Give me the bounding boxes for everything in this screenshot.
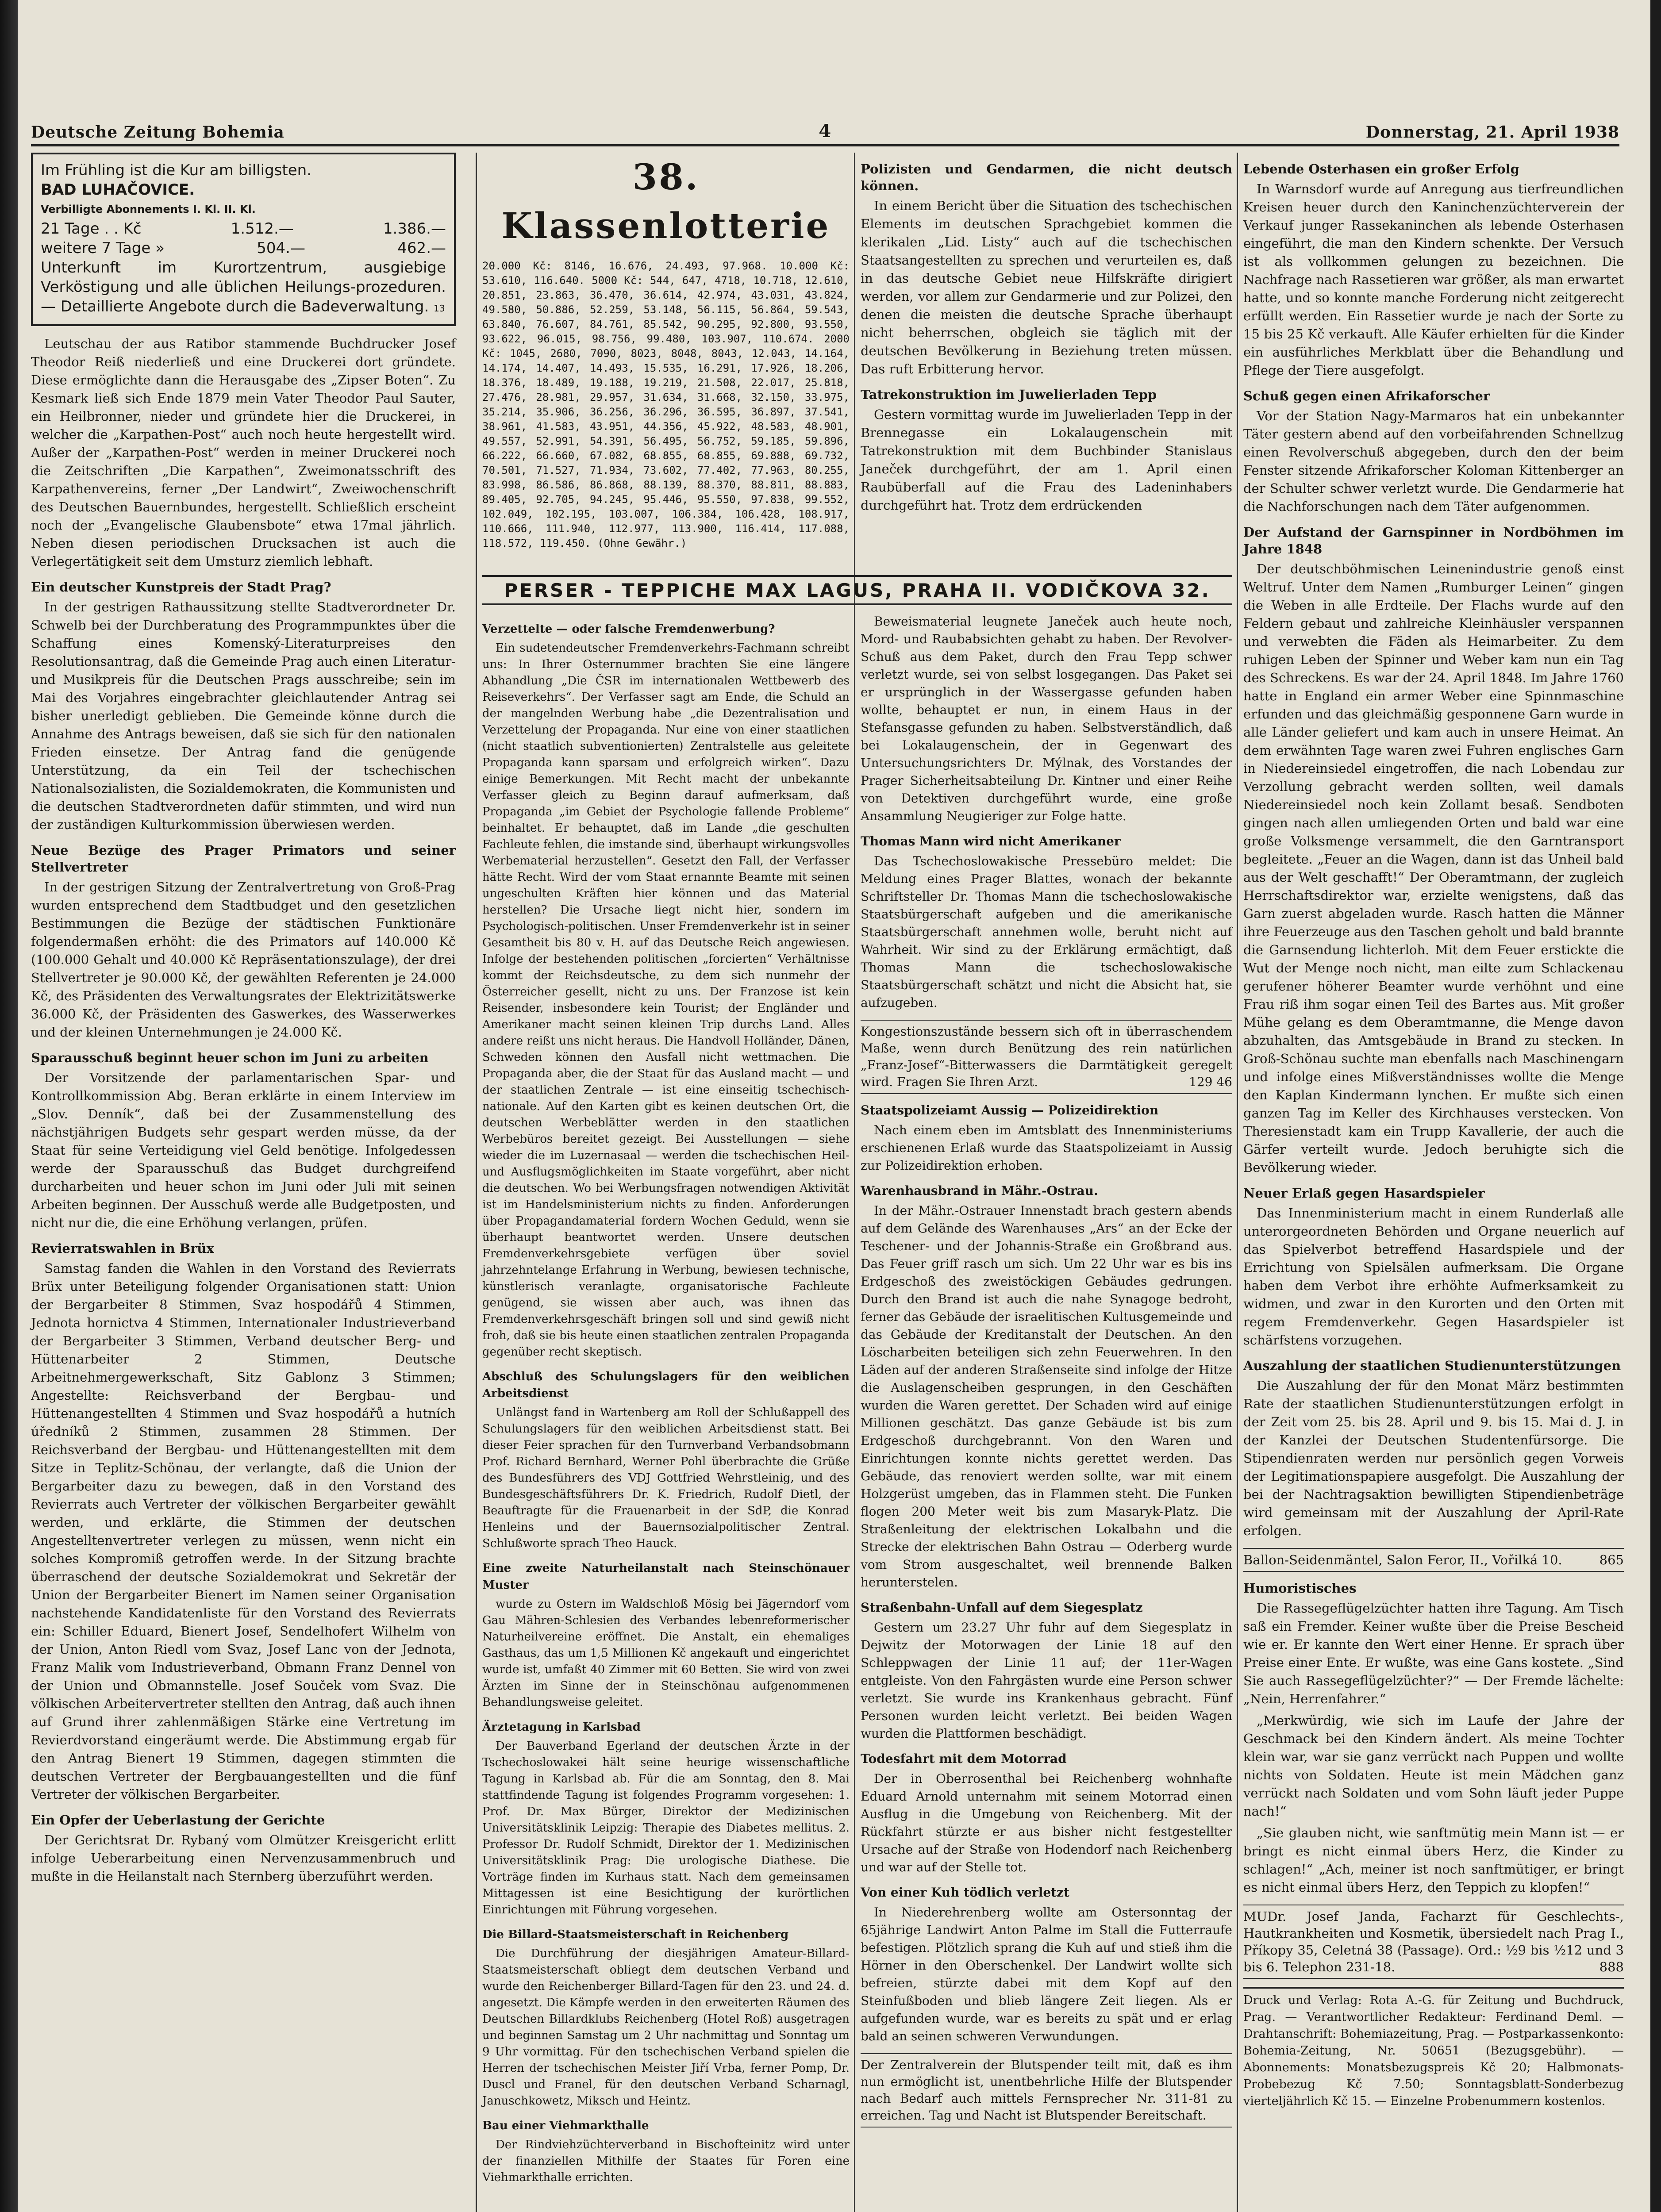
article-paragraph: Die Rassegeflügelzüchter hatten ihre Tagung. Am Tisch saß ein Fremder. Keiner wußte über die Preise Bescheid wie er. Er kannte den Wert einer Henne. Er sprach über Preise einer Ente. Er wußte, was eine Gans kostete. „Sind Sie auch Rassegeflügelzüchter?“ — Der Fremde lächelte: „Nein, Herrenfahrer.“ bbox=[1243, 1601, 1624, 1706]
article-paragraph: „Merkwürdig, wie sich im Laufe der Jahre der Geschmack bei den Kindern ändert. Als meine Tochter klein war, war sie ganz verrückt nach Puppen und wollte nichts von Soldaten. Heute ist mein Mädchen ganz verrückt nach Soldaten und vom Sohn läuft jeder Puppe nach!“ bbox=[1243, 1713, 1624, 1819]
article-paragraph: In Warnsdorf wurde auf Anregung aus tierfreundlichen Kreisen heuer durch den Kaninchenzüchterverein der Verkauf junger Rassekaninchen als lebende Osterhasen eingeführt, die man den Kindern schenkte. Der Versuch ist als vollkommen gelungen zu bezeichnen. Die Nachfrage nach Rassetieren war größer, als man erwartet hatte, und so konnte manche Forderung nicht zeitgerecht erfüllt werden. Ein Rassetier wurde je nach der Sorte zu 15 bis 25 Kč verkauft. Alle Käufer erhielten für die Kinder ein ausführliches Merkblatt über die Behandlung und Pflege der Tiere ausgefolgt. bbox=[1243, 181, 1624, 378]
issue-date: Donnerstag, 21. April 1938 bbox=[1365, 123, 1619, 142]
article-paragraph: Beweismaterial leugnete Janeček auch heute noch, Mord- und Raubabsichten gehabt zu haben. Der Revolver-Schuß aus dem Paket, durch den Frau Tepp schwer verletzt wurde, sei von selbst losgegangen. Das Paket sei er ursprünglich in der Wassergasse gefunden haben wollte, behauptet er nun, in einem Haus in der Stefansgasse gefunden zu haben. Selbstverständlich, daß bei Lokalaugenschein, der in Gegenwart des Untersuchungsrichters Dr. Mýlnak, des Vorstandes der Prager Sicherheitsabteilung Dr. Kintner und einer Reihe von Detektiven durchgeführt wurde, eine große Ansammlung Neugieriger zur Folge hatte. bbox=[861, 614, 1232, 823]
newspaper-page bbox=[18, 0, 1650, 2212]
ad-line2: BAD LUHAČOVICE. bbox=[41, 181, 195, 199]
article-paragraph: „Sie glauben nicht, wie sanftmütig mein Mann ist — er bringt es nicht einmal übers Herz, die Kinder zu schlagen!“ „Ach, meiner ist noch sanftmütiger, er bringt es nicht einmal übers Herz, den Teppich zu klopfen!“ bbox=[1243, 1825, 1624, 1895]
ad-line1: Im Frühling ist die Kur am billigsten. bbox=[41, 161, 311, 179]
ad-reference-number: 888 bbox=[1599, 1959, 1624, 1974]
small-advertisement: Ballon-Seidenmäntel, Salon Feror, II., Vořilká 10. 865 bbox=[1243, 1548, 1624, 1572]
page-number: 4 bbox=[819, 121, 832, 142]
masthead bbox=[31, 111, 1619, 142]
lottery-numbers: 20.000 Kč: 8146, 16.676, 24.493, 97.968. 10.000 Kč: 53.610, 116.640. 5000 Kč: 544, 647, 4718, 10.718, 12.610, 20.851, 23.863, 36.470, 36.614, 42.974, 43.031, 43.824, 49.580, 50.886, 52.259, 53.148, 56.115, 56.864, 59.543, 63.840, 76.607, 84.761, 85.542, 90.295, 92.800, 93.550, 93.622, 96.015, 98.756, 99.480, 103.907, 110.674. 2000 Kč: 1045, 2680, 7090, 8023, 8048, 8043, 12.043, 14.164, 14.174, 14.407, 14.493, 15.535, 16.291, 17.926, 18.206, 18.376, 18.489, 19.188, 19.219, 21.508, 22.017, 25.818, 27.476, 28.981, 29.957, 31.634, 31.668, 32.150, 33.975, 35.214, 35.906, 36.256, 36.296, 36.595, 36.897, 37.541, 38.961, 41.583, 43.951, 44.356, 45.922, 48.583, 48.901, 49.557, 52.991, 54.391, 56.495, 56.752, 59.185, 59.896, 66.222, 66.660, 67.082, 68.855, 68.855, 69.888, 69.732, 70.501, 71.527, 71.934, 73.602, 77.402, 77.963, 80.255, 83.998, 86.586, 86.868, 88.139, 88.370, 88.811, 88.883, 89.405, 92.705, 94.245, 95.446, 95.550, 97.838, 99.552, 102.049, 102.195, 103.007, 106.384, 106.428, 108.917, 110.666, 111.940, 112.977, 113.900, 116.414, 117.088, 118.572, 119.450. (Ohne Gewähr.) bbox=[482, 260, 850, 549]
article-headline: Straßenbahn-Unfall auf dem Siegesplatz bbox=[861, 1600, 1143, 1615]
ad-reference-number: 129 46 bbox=[1189, 1075, 1232, 1089]
article-paragraph: Leutschau der aus Ratibor stammende Buchdrucker Josef Theodor Reiß niederließ und eine Druckerei dort gründete. Diese ermöglichte dann die Herausgabe des „Zipser Boten“. Zu Kesmark ließ sich Ende 1879 mein Vater Theodor Paul Sauter, ein Heilbronner, nieder und gründete hier die Druckerei, in welcher die „Karpathen-Post“ auch noch heute hergestellt wird. Außer der „Karpathen-Post“ werden in meiner Druckerei noch die Zeitschriften „Die Karpathen“, Zweimonatsschrift des Karpathenvereins, ferner „Der Landwirt“, Zweiwochenschrift des Deutschen Bauernbundes, hergestellt. Schließlich erscheint noch der „Evangelische Glaubensbote“ etwa 17mal jährlich. Neben diesen periodischen Drucksachen ist auch die Verlegertätigkeit seit dem Umsturz ziemlich lebhaft. bbox=[31, 336, 456, 569]
article-paragraph: Der deutschböhmischen Leinenindustrie genoß einst Weltruf. Unter dem Namen „Rumburger Leinen“ gingen die Weben in alle Erdteile. Der Flachs wurde auf den Feldern gebaut und zahlreiche Kleinhäusler verspannen und verwebten die Fäden als Heimarbeiter. Zu dem ruhigen Leben der Spinner und Weber kam nun ein Tag des Schreckens. Es war der 24. April 1848. Im Jahre 1760 hatte in England ein armer Weber eine Spinnmaschine erfunden und das gleichmäßig gesponnene Garn wurde in alle Länder geliefert und kam auch in unsere Heimat. An dem erwähnten Tage waren zwei Fuhren englisches Garn in Niedereinsiedel eingetroffen, die nach Lobendau zur Verzollung gebracht werden sollten, weil damals Niedereinsiedel noch kein Zollamt besaß. Sendboten gingen nach allen umliegenden Orten und bald war eine große Volksmenge versammelt, die den Garntransport begleitete. „Feuer an die Wagen, dann ist das Unheil bald aus der Welt geschafft!“ Der Oberamtmann, der zugleich Herrschaftsdirektor war, erzielte wenigstens, daß das Garn zuerst abgeladen wurde. Rasch hatten die Männer ihre Feuerzeuge aus den Taschen geholt und bald brannte die Garnsendung lichterloh. Mit dem Feuer erstickte die Wut der Menge noch nicht, man eilte zum Schlackenau gerufener höherer Beamter wurde verhöhnt und eine Frau riß ihm sogar einen Teil des Bartes aus. Mit großer Mühe gelang es dem Oberamtmanne, die Menge davon abzuhalten, das Amtsgebäude in Brand zu stecken. In Groß-Schönau suchte man ebenfalls nach Maschinengarn und infolge eines Mißverständnisses wollte die Menge den Kaplan Kindermann lynchen. Er mußte sich einen ganzen Tag im Keller des Kirchhauses verstecken. Von Theresienstadt kam ein Trupp Kavallerie, der auch die Gärfer verteilt wurde. Jedoch beruhigte sich die Bevölkerung wieder. bbox=[1243, 561, 1624, 1175]
lottery-section bbox=[482, 153, 850, 551]
ad-reference-number: 865 bbox=[1599, 1552, 1624, 1567]
article-headline: Staatspolizeiamt Aussig — Polizeidirektion bbox=[861, 1103, 1159, 1118]
article-paragraph: Vor der Station Nagy-Marmaros hat ein unbekannter Täter gestern abend auf den vorbeifahrenden Schnellzug einen Revolverschuß abgegeben, durch den der beim Fenster sitzende Afrikaforscher Koloman Kittenberger an der Schulter schwer verletzt wurde. Die Gendarmerie hat die Nachforschungen nach dem Täter aufgenommen. bbox=[1243, 408, 1624, 514]
article-headline: Abschluß des Schulungslagers für den weiblichen Arbeitsdienst bbox=[482, 1370, 850, 1400]
column-rule bbox=[476, 153, 477, 2212]
column-4 bbox=[1243, 153, 1624, 2110]
article-headline: Ein deutscher Kunstpreis der Stadt Prag? bbox=[31, 580, 331, 595]
article-headline: Thomas Mann wird nicht Amerikaner bbox=[861, 834, 1121, 849]
article-paragraph: Der Gerichtsrat Dr. Rybaný vom Olmützer Kreisgericht erlitt infolge Ueberarbeitung einen Nervenzusammenbruch und mußte in die Heilanstalt nach Sternberg überzuführt werden. bbox=[31, 1832, 456, 1884]
article-headline: Ein Opfer der Ueberlastung der Gerichte bbox=[31, 1813, 325, 1828]
article-paragraph: Ein sudetendeutscher Fremdenverkehrs-Fachmann schreibt uns: In Ihrer Osternummer brachten Sie eine längere Abhandlung „Die ČSR im internationalen Wettbewerb des Reiseverkehrs“. Der Verfasser sagt am Ende, die Schuld an der mangelnden Werbung habe „die Dezentralisation und Verzettelung der Propaganda. Nur eine von einer staatlichen (nicht staatlich subventionierten) Zentralstelle aus geleitete Propaganda kann sparsam und erfolgreich wirken“. Dazu einige Bemerkungen. Mit Recht macht der unbekannte Verfasser gleich zu Beginn darauf aufmerksam, daß Propaganda „im Gebiet der Psychologie fallende Probleme“ beinhaltet. Er behauptet, daß im Lande „die geschulten Fachleute fehlen, die imstande sind, überhaupt wirkungsvolles Werbematerial herzustellen“. Gesetzt den Fall, der Verfasser hätte Recht. Wird der vom Staat ernannte Beamte mit seinen ungeschulten Kräften hier können und das Material herstellen? Die Ursache liegt nicht hier, sondern im Psychologisch-politischen. Unser Fremdenverkehr ist in seiner Gesamtheit bis 80 v. H. auf das Deutsche Reich angewiesen. Infolge der bestehenden politischen „forcierten“ Verhältnisse kommt der Reichsdeutsche, zu dem sich nunmehr der Österreicher gesellt, nicht zu uns. Der Franzose ist kein Reisender, insbesondere kein Tourist; der Engländer und Amerikaner macht seinen kleinen Trip durchs Land. Alles andere reißt uns nicht heraus. Die Handvoll Holländer, Dänen, Schweden können den Ausfall nicht wettmachen. Die Propaganda aber, die der Staat für das Ausland macht — und der staatlichen Zentrale — ist eine einseitig tschechisch-nationale. Auf den Karten gibt es keinen deutschen Ort, die deutschen Werbeblätter werden in den staatlichen Werbebüros bereitet gezeigt. Bei Ausstellungen — siehe wieder die im Luzernasaal — werden die tschechischen Heil- und Ausflugsmöglichkeiten im Staate vorgeführt, aber nicht die deutschen. Wo bei Werbungsfragen notwendigen Aktivität ist im Handelsministerium nichts zu finden. Anforderungen über Propagandamaterial fordern Wochen Geduld, wenn sie überhaupt beantwortet werden. Unsere deutschen Fremdenverkehrsgebiete verfügen über soviel jahrzehntelange Erfahrung in Werbung, bewiesen technische, künstlerisch veranlagte, organisatorische Fachleute genügend, sie wissen aber auch, was ihnen das Fremdenverkehrsgeschäft bringen soll und sind gewiß nicht froh, daß sie bis heute einen staatlichen zentralen Propaganda gegenüber recht skeptisch. bbox=[482, 641, 850, 1359]
article-paragraph: Der Rindviehzüchterverband in Bischofteinitz wird unter der finanziellen Mithilfe der Staates für Foren eine Viehmarkthalle errichten. bbox=[482, 2138, 850, 2184]
article-paragraph: Gestern um 23.27 Uhr fuhr auf dem Siegesplatz in Dejwitz der Motorwagen der Linie 18 auf den Schleppwagen der Linie 11 auf; der 11er-Wagen entgleiste. Von den Fahrgästen wurde eine Person schwer verletzt. Sie wurde ins Krankenhaus gebracht. Fünf Personen wurden leicht verletzt. Bei beiden Wagen wurden die Plattformen beschädigt. bbox=[861, 1620, 1232, 1741]
binding-gutter bbox=[0, 0, 18, 2212]
article-headline: Der Aufstand der Garnspinner in Nordböhmen im Jahre 1848 bbox=[1243, 525, 1624, 557]
article-headline: Ärztetagung in Karlsbad bbox=[482, 1720, 641, 1734]
article-headline: Bau einer Viehmarkthalle bbox=[482, 2119, 649, 2132]
article-paragraph: Samstag fanden die Wahlen in den Vorstand des Revierrats Brüx unter Beteiligung folgender Organisationen statt: Union der Bergarbeiter 8 Stimmen, Svaz hospodářů 4 Stimmen, Jednota hornictva 4 Stimmen, Internationaler Industrieverband der Bergarbeiter 3 Stimmen, Verband deutscher Berg- und Hüttenarbeiter 2 Stimmen, Deutsche Arbeitnehmergewerkschaft, Sitz Gablonz 3 Stimmen; Angestellte: Reichsverband der Bergbau- und Hüttenangestellten 4 Stimmen und Svaz hospodářů a hutních úředníků 2 Stimmen, zusammen 28 Stimmen. Der Reichsverband der Bergbau- und Hüttenangestellten mit dem Sitze in Teplitz-Schönau, der verlangte, daß die Union der Bergarbeiter dazu zu bewegen, daß in den Vorstand des Revierrats auch Vertreter der völkischen Bergarbeiter gewählt werden, und erklärte, die Stimmen der deutschen Angestelltenvertreter verlegen zu müssen, wenn nicht ein solches Kompromiß getroffen werde. In der Sitzung brachte überraschend der deutsche Sozialdemokrat und Sekretär der Union der Bergarbeiter Bienert im Namen seiner Organisation nachstehende Kandidatenliste für den Vorstand des Revierrats ein: Schiller Eduard, Bienert Josef, Sendelhofert Wilhelm von der Union, Anton Riedl vom Svaz, Josef Lanc von der Jednota, Franz Malik vom Industrieverband, Obmann Franz Dennel von der Union und Obmannstelle. Josef Souček vom Svaz. Die völkischen Arbeitervertreter stellten den Antrag, daß auch ihnen auf Grund ihrer zahlenmäßigen Stärke eine Vertretung im Revierdvorstand eingeräumt werde. Die Abstimmung ergab für den Antrag Bienert 19 Stimmen, dagegen stimmten die deutschen Vertreter der Bergbauangestellten und die fünf Vertreter der völkischen Bergarbeiter. bbox=[31, 1261, 456, 1802]
article-paragraph: Der Vorsitzende der parlamentarischen Spar- und Kontrollkommission Abg. Beran erklärte in einem Interview im „Slov. Denník“, daß bei der Zusammenstellung des nächstjährigen Budgets sehr gespart werden müsse, da der Staat für seine Verteidigung viel Geld benötige. Infolgedessen werde der Sparausschuß das Budget durchgreifend durcharbeiten und heuer schon im Juni oder Juli mit seinen Arbeiten beginnen. Der Ausschuß werde alle Budgetposten, und nicht nur die, die eine Erhöhung verlangen, prüfen. bbox=[31, 1070, 456, 1230]
ad-row-2: weitere 7 Tage » 504.— 462.— bbox=[41, 239, 446, 257]
article-paragraph: Nach einem eben im Amtsblatt des Innenministeriums erschienenen Erlaß wurde das Staatspolizeiamt in Aussig zur Polizeidirektion erhoben. bbox=[861, 1123, 1232, 1173]
lottery-title: 38. Klassenlotterie bbox=[501, 156, 830, 246]
article-paragraph: Gestern vormittag wurde im Juwelierladen Tepp in der Brennegasse ein Lokalaugenschein mit Tatrekonstruktion mit dem Buchbinder Stanislaus Janeček durchgeführt, der am 1. April einen Raubüberfall auf die Frau des Ladeninhabers durchgeführt hat. Trotz dem erdrückenden bbox=[861, 407, 1232, 513]
article-headline: Humoristisches bbox=[1243, 1581, 1357, 1596]
article-headline: Polizisten und Gendarmen, die nicht deutsch können. bbox=[861, 161, 1232, 193]
article-headline: Neuer Erlaß gegen Hasardspieler bbox=[1243, 1186, 1485, 1201]
article-headline: Eine zweite Naturheilanstalt nach Steinschönauer Muster bbox=[482, 1562, 850, 1592]
article-paragraph: Unlängst fand in Wartenberg am Roll der Schlußappell des Schulungslagers für den weiblichen Arbeitsdienst statt. Bei dieser Feier sprachen für den Turnverband Verbandsobmann Prof. Richard Bernhard, Werner Pohl überbrachte die Grüße des Bundesführers des VDJ Gottfried Wehrstleinig, und des Bundesgeschäftsführers Dr. K. Friedrich, Rudolf Dietl, der Beauftragte für die Frauenarbeit in der SdP, die Konrad Henleins und der Bauernsozialpolitischer Zentral. Schlußworte sprach Theo Hauck. bbox=[482, 1406, 850, 1550]
article-paragraph: In einem Bericht über die Situation des tschechischen Elements im deutschen Sprachgebiet kommen die klerikalen „Lid. Listy“ auch auf die tschechischen Staatsangestellten zu sprechen und verurteilen es, daß in das deutsche Gebiet neue Hilfskräfte dirigiert werden, vor allem zur Gendarmerie und zur Polizei, den denen die meisten die deutsche Sprache überhaupt nicht beherrschen, obgleich sie täglich mit der deutschen Bevölkerung in Beziehung treten müssen. Das ruft Erbitterung hervor. bbox=[861, 198, 1232, 376]
article-paragraph: Das Innenministerium macht in einem Runderlaß alle unterorgeordneten Behörden und Organe neuerlich auf das Spielverbot betreffend Hasardspiele und der Errichtung von Spielsälen aufmerksam. Die Organe haben dem Verbot ihre erhöhte Aufmerksamkeit zu widmen, und zwar in den Kurorten und den Orten mit regem Fremdenverkehr. Gegen Hasardspieler ist schärfstens vorzugehen. bbox=[1243, 1206, 1624, 1348]
paper-name: Deutsche Zeitung Bohemia bbox=[31, 123, 285, 142]
publisher-info: Druck und Verlag: Rota A.-G. für Zeitung und Buchdruck, Prag. — Verantwortlicher Redakteur: Ferdinand Deml. — Drahtanschrift: Bohemiazeitung, Prag. — Postparkassenkonto: Bohemia-Zeitung, Nr. 50651 (Bezugsgebühr). — Abonnements: Monatsbezugspreis Kč 20; Halbmonats-Probebezug Kč 7.50; Sonntagsblatt-Sonderbezug vierteljährlich Kč 15. — Einzelne Probenummern kostenlos. bbox=[1243, 1987, 1624, 2110]
article-paragraph: Die Auszahlung der für den Monat März bestimmten Rate der staatlichen Studienunterstützungen erfolgt in der Zeit vom 25. bis 28. April und 9. bis 15. Mai d. J. in der Kanzlei der Deutschen Studentenfürsorge. Die Stipendienraten werden nur persönlich gegen Vorweis der Legitimationspapiere ausgefolgt. Die Auszahlung der bei der Nachtragsaktion bewilligten Stipendienbeträge wird gemeinsam mit der Auszahlung der April-Rate erfolgen. bbox=[1243, 1378, 1624, 1538]
article-headline: Die Billard-Staatsmeisterschaft in Reichenberg bbox=[482, 1928, 789, 1941]
article-paragraph: In der gestrigen Sitzung der Zentralvertretung von Groß-Prag wurden entsprechend dem Stadtbudget und den gesetzlichen Bestimmungen die Bezüge der städtischen Funktionäre folgendermaßen erhöht: die des Primators auf 140.000 Kč (100.000 Gehalt und 40.000 Kč Repräsentationszulage), der drei Stellvertreter je 90.000 Kč, der gewählten Referenten je 24.000 Kč, des Präsidenten des Verwaltungsrates der Elektrizitätswerke 36.000 Kč, der Präsidenten des Gaswerkes, des Wasserwerkes und der kleinen Unternehmungen je 24.000 Kč. bbox=[31, 879, 456, 1040]
small-advertisement: Kongestionszustände bessern sich oft in überraschendem Maße, wenn durch Benützung des rein natürlichen „Franz-Josef“-Bitterwassers die Darmtätigkeit geregelt wird. Fragen Sie Ihren Arzt. 129 46 bbox=[861, 1020, 1232, 1094]
article-paragraph: In Niederehrenberg wollte am Ostersonntag der 65jährige Landwirt Anton Palme im Stall die Futterraufe befestigen. Plötzlich sprang die Kuh auf und stieß ihm die Hörner in den Oberschenkel. Der Landwirt wollte sich befreien, stürzte dabei mit dem Kopf auf den Steinfußboden und blieb längere Zeit liegen. Als er aufgefunden wurde, war es bereits zu spät und er erlag bald an seinen schweren Verwundungen. bbox=[861, 1905, 1232, 2043]
article-paragraph: Die Durchführung der diesjährigen Amateur-Billard-Staatsmeisterschaft obliegt dem deutschen Verband und wurde den Reichenberger Billard-Tagen für den 23. und 24. d. angesetzt. Die Kämpfe werden in den erweiterten Räumen des Deutschen Billardklubs Reichenberg (Hotel Roß) ausgetragen und beginnen Samstag um 2 Uhr nachmittag und Sonntag um 9 Uhr vormittag. Für den tschechischen Verband spielen die Herren der tschechischen Meister Jiří Vrba, ferner Pomp, Dr. Duscl und Franel, für den deutschen Verband Scharnagl, Januschkowetz, Miksch und Heintz. bbox=[482, 1947, 850, 2108]
column-rule bbox=[854, 153, 855, 2212]
column-3-lower bbox=[861, 613, 1232, 2130]
article-headline: Lebende Osterhasen ein großer Erfolg bbox=[1243, 161, 1519, 177]
masthead-rule bbox=[31, 144, 1619, 146]
article-paragraph: In der gestrigen Rathaussitzung stellte Stadtverordneter Dr. Schwelb bei der Durchberatung des Programmpunktes über die Schaffung eines Komenský-Literaturpreises den Resolutionsantrag, daß die Gemeinde Prag auch einen Literatur- und Musikpreis für die Deutschen Prags ausschreibe; sein im Mai des Vorjahres eingebrachter gleichlautender Antrag sei bisher unerledigt geblieben. Die Gemeinde könne durch die Annahme des Antrags beweisen, daß sie sich für den nationalen Frieden einsetze. Der Antrag fand die genügende Unterstützung, da ein Teil der tschechischen Nationalsozialisten, die Sozialdemokraten, die Kommunisten und die deutschen Stadtverordneten dafür stimmten, und wird nun der zuständigen Kulturkommission überwiesen werden. bbox=[31, 599, 456, 832]
column-2-lower bbox=[482, 613, 850, 2189]
ad-row-1: 21 Tage . . Kč 1.512.— 1.386.— bbox=[41, 220, 446, 238]
article-paragraph: In der Mähr.-Ostrauer Innenstadt brach gestern abends auf dem Gelände des Warenhauses „Ars“ an der Ecke der Teschener- und der Johannis-Straße ein Großbrand aus. Das Feuer griff rasch um sich. Um 22 Uhr war es bis ins Erdgeschoß des zweistöckigen Gebäudes gedrungen. Durch den Brand ist auch die nahe Synagoge bedroht, ferner das Gebäude der israelitischen Kultusgemeinde und das Gebäude der Kreditanstalt der Deutschen. An den Löscharbeiten beteiligen sich zehn Feuerwehren. In den Läden auf der anderen Straßenseite sind infolge der Hitze die Auslagenscheiben gesprungen, in den Geschäften wurden die Waren gerettet. Der Schaden wird auf einige Millionen geschätzt. Das ganze Gebäude ist bis zum Erdgeschoß durchgebrannt. Von den Waren und Einrichtungen konnte nichts gerettet werden. Das Gebäude, das renoviert werden sollte, war mit einem Holzgerüst umgeben, das in Flammen steht. Die Funken flogen 200 Meter weit bis zum Masaryk-Platz. Die Straßenleitung der elektrischen Lokalbahn und die Strecke der elektrischen Bahn Ostrau — Oderberg wurde vom Strom ausgeschaltet, weil brennende Balken herunterstelen. bbox=[861, 1203, 1232, 1590]
article-paragraph: Das Tschechoslowakische Pressebüro meldet: Die Meldung eines Prager Blattes, wonach der bekannte Schriftsteller Dr. Thomas Mann die tschechoslowakische Staatsbürgerschaft aufgeben und die amerikanische Staatsbürgerschaft annehmen wolle, beruht nicht auf Wahrheit. Wir sind zu der Erklärung ermächtigt, daß Thomas Mann die tschechoslowakische Staatsbürgerschaft schätzt und nicht die Absicht hat, sie aufzugeben. bbox=[861, 854, 1232, 1010]
article-paragraph: Der Bauverband Egerland der deutschen Ärzte in der Tschechoslowakei hält seine heurige wissenschaftliche Tagung in Karlsbad ab. Für die am Sonntag, den 8. Mai stattfindende Tagung ist folgendes Programm vorgesehen: 1. Prof. Dr. Max Bürger, Direktor der Medizinischen Universitätsklinik Leipzig: Therapie des Diabetes mellitus. 2. Professor Dr. Rudolf Schmidt, Direktor der 1. Medizinischen Universitätsklinik Prag: Die urologische Diathese. Die Vorträge finden im Kurhaus statt. Nach dem gemeinsamen Mittagessen ist eine Besichtigung der kurörtlichen Einrichtungen mit Führung vorgesehen. bbox=[482, 1740, 850, 1916]
article-headline: Neue Bezüge des Prager Primators und seiner Stellvertreter bbox=[31, 843, 456, 875]
column-rule bbox=[1237, 153, 1238, 2212]
small-advertisement: MUDr. Josef Janda, Facharzt für Geschlechts-, Hautkrankheiten und Kosmetik, übersiedelt nach Prag I., Příkopy 35, Celetná 38 (Passage). Ord.: ½9 bis ½12 und 3 bis 6. Telephon 231-18. 888 bbox=[1243, 1905, 1624, 1979]
article-headline: Schuß gegen einen Afrikaforscher bbox=[1243, 388, 1490, 403]
article-headline: Revierratswahlen in Brüx bbox=[31, 1241, 214, 1256]
small-advertisement: Der Zentralverein der Blutspender teilt mit, daß es ihm nun ermöglicht ist, unentbehrliche Hilfe der Blutspender nach Bedarf auch mittels Fernsprecher Nr. 311-81 zu erreichen. Tag und Nacht ist Blutspender Bereitschaft. bbox=[861, 2053, 1232, 2128]
article-headline: Von einer Kuh tödlich verletzt bbox=[861, 1885, 1069, 1900]
rug-advertisement-banner: PERSER - TEPPICHE MAX LAGUS, PRAHA II. VODIČKOVA 32. bbox=[482, 575, 1232, 605]
column-1-articles bbox=[31, 335, 456, 1886]
column-3-top bbox=[861, 153, 1232, 518]
spa-advertisement bbox=[31, 153, 456, 326]
article-paragraph: Der in Oberrosenthal bei Reichenberg wohnhafte Eduard Arnold unternahm mit seinem Motorrad einen Ausflug in die Umgebung von Reichenberg. Mit der Rückfahrt stürzte er aus bisher nicht festgestellter Ursache auf der Straße von Hodendorf nach Reichenberg und war auf der Stelle tot. bbox=[861, 1771, 1232, 1874]
article-paragraph: wurde zu Ostern im Waldschloß Mösig bei Jägerndorf vom Gau Mähren-Schlesien des Verbandes lebenreformerischer Naturheilvereine eröffnet. Die Anstalt, ein ehemaliges Gasthaus, das um 1,5 Millionen Kč angekauft und eingerichtet wurde ist, umfaßt 40 Zimmer mit 60 Betten. Sie wird von zwei Ärzten im Sinne der in Steinschönau aufgenommenen Behandlungsweise geleitet. bbox=[482, 1598, 850, 1709]
column-1 bbox=[31, 153, 456, 1889]
ad-body: Unterkunft im Kurortzentrum, ausgiebige Verköstigung und alle üblichen Heilungs-prozeduren. — Detaillierte Angebote durch die Badeverwaltung. 13 bbox=[41, 259, 446, 315]
article-headline: Tatrekonstruktion im Juwelierladen Tepp bbox=[861, 387, 1157, 402]
article-headline: Warenhausbrand in Mähr.-Ostrau. bbox=[861, 1183, 1098, 1198]
article-headline: Sparausschuß beginnt heuer schon im Juni zu arbeiten bbox=[31, 1050, 429, 1065]
ad-header: Verbilligte Abonnements I. Kl. II. Kl. bbox=[41, 203, 256, 215]
article-headline: Verzettelte — oder falsche Fremdenwerbung? bbox=[482, 622, 775, 636]
article-headline: Auszahlung der staatlichen Studienunterstützungen bbox=[1243, 1358, 1621, 1373]
article-headline: Todesfahrt mit dem Motorrad bbox=[861, 1751, 1067, 1766]
